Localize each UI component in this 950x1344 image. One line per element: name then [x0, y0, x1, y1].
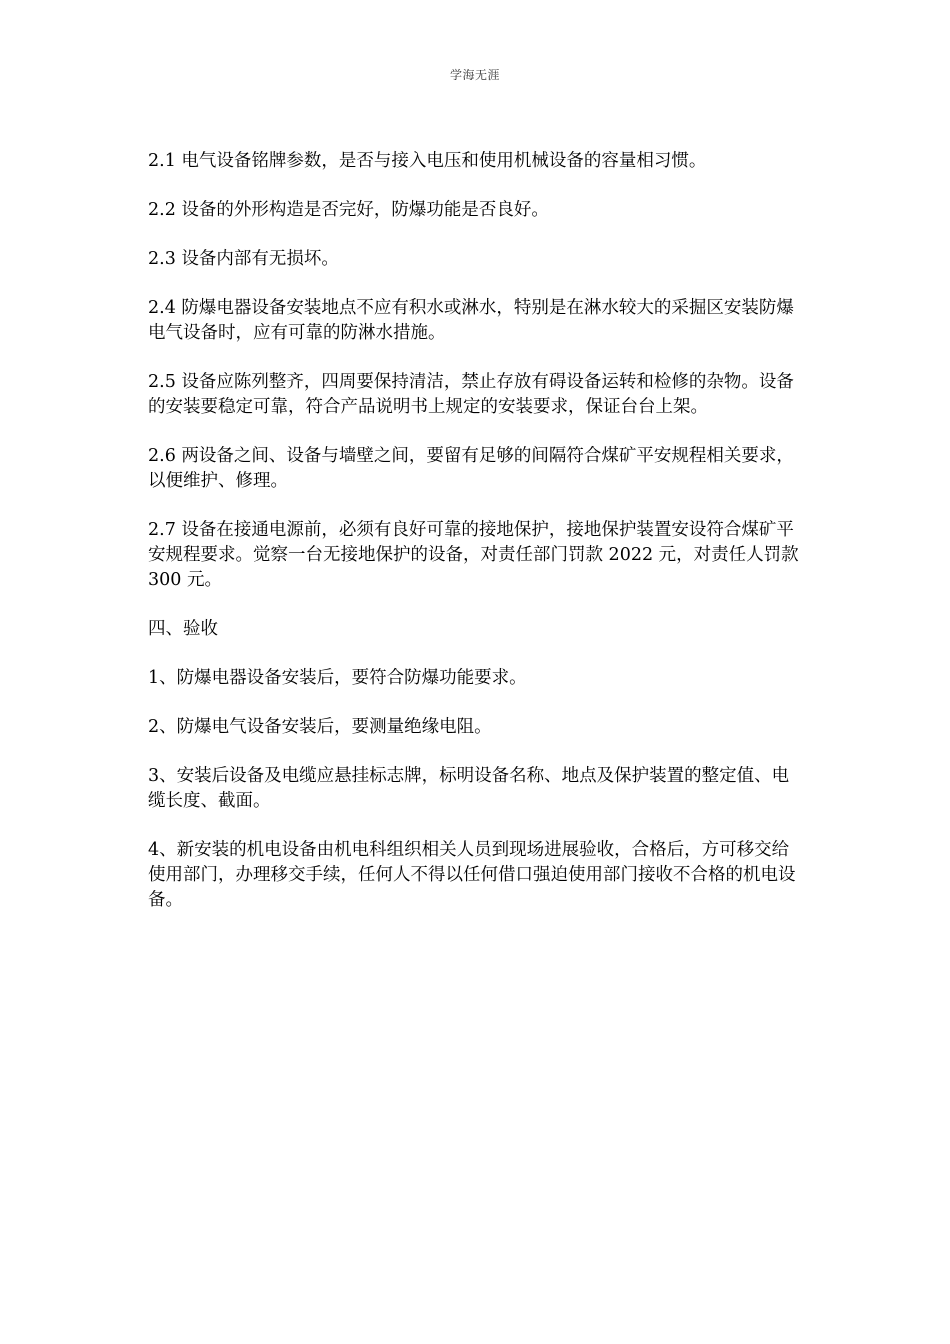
paragraph-2-3: 2.3 设备内部有无损坏。: [148, 249, 339, 269]
page-header: 学海无涯: [449, 68, 500, 82]
document-body: [148, 149, 802, 937]
paragraph-2-2: 2.2 设备的外形构造是否完好，防爆功能是否良好。: [148, 200, 549, 220]
paragraph-2-4: 2.4 防爆电器设备安装地点不应有积水或淋水，特别是在淋水较大的采掘区安装防爆电气设备时，应有可靠的防淋水措施。: [148, 298, 794, 343]
paragraph-2-1: 2.1 电气设备铭牌参数，是否与接入电压和使用机械设备的容量相习惯。: [148, 151, 707, 171]
paragraph-2-7: 2.7 设备在接通电源前，必须有良好可靠的接地保护，接地保护装置安设符合煤矿平安规程要求。觉察一台无接地保护的设备，对责任部门罚款 2022 元，对责任人罚款 300 元。: [148, 520, 799, 590]
acceptance-item-1: 1、防爆电器设备安装后，要符合防爆功能要求。: [148, 668, 527, 688]
section-heading-acceptance: 四、验收: [148, 619, 218, 639]
paragraph-2-6: 2.6 两设备之间、设备与墙壁之间，要留有足够的间隔符合煤矿平安规程相关要求，以便维护、修理。: [148, 446, 794, 491]
acceptance-item-4: 4、新安装的机电设备由机电科组织相关人员到现场进展验收，合格后，方可移交给使用部门，办理移交手续，任何人不得以任何借口强迫使用部门接收不合格的机电设备。: [148, 840, 796, 910]
acceptance-item-2: 2、防爆电气设备安装后，要测量绝缘电阻。: [148, 717, 492, 737]
acceptance-item-3: 3、安装后设备及电缆应悬挂标志牌，标明设备名称、地点及保护装置的整定值、电缆长度、截面。: [148, 766, 790, 811]
paragraph-2-5: 2.5 设备应陈列整齐，四周要保持清洁，禁止存放有碍设备运转和检修的杂物。设备的安装要稳定可靠，符合产品说明书上规定的安装要求，保证台台上架。: [148, 372, 794, 417]
